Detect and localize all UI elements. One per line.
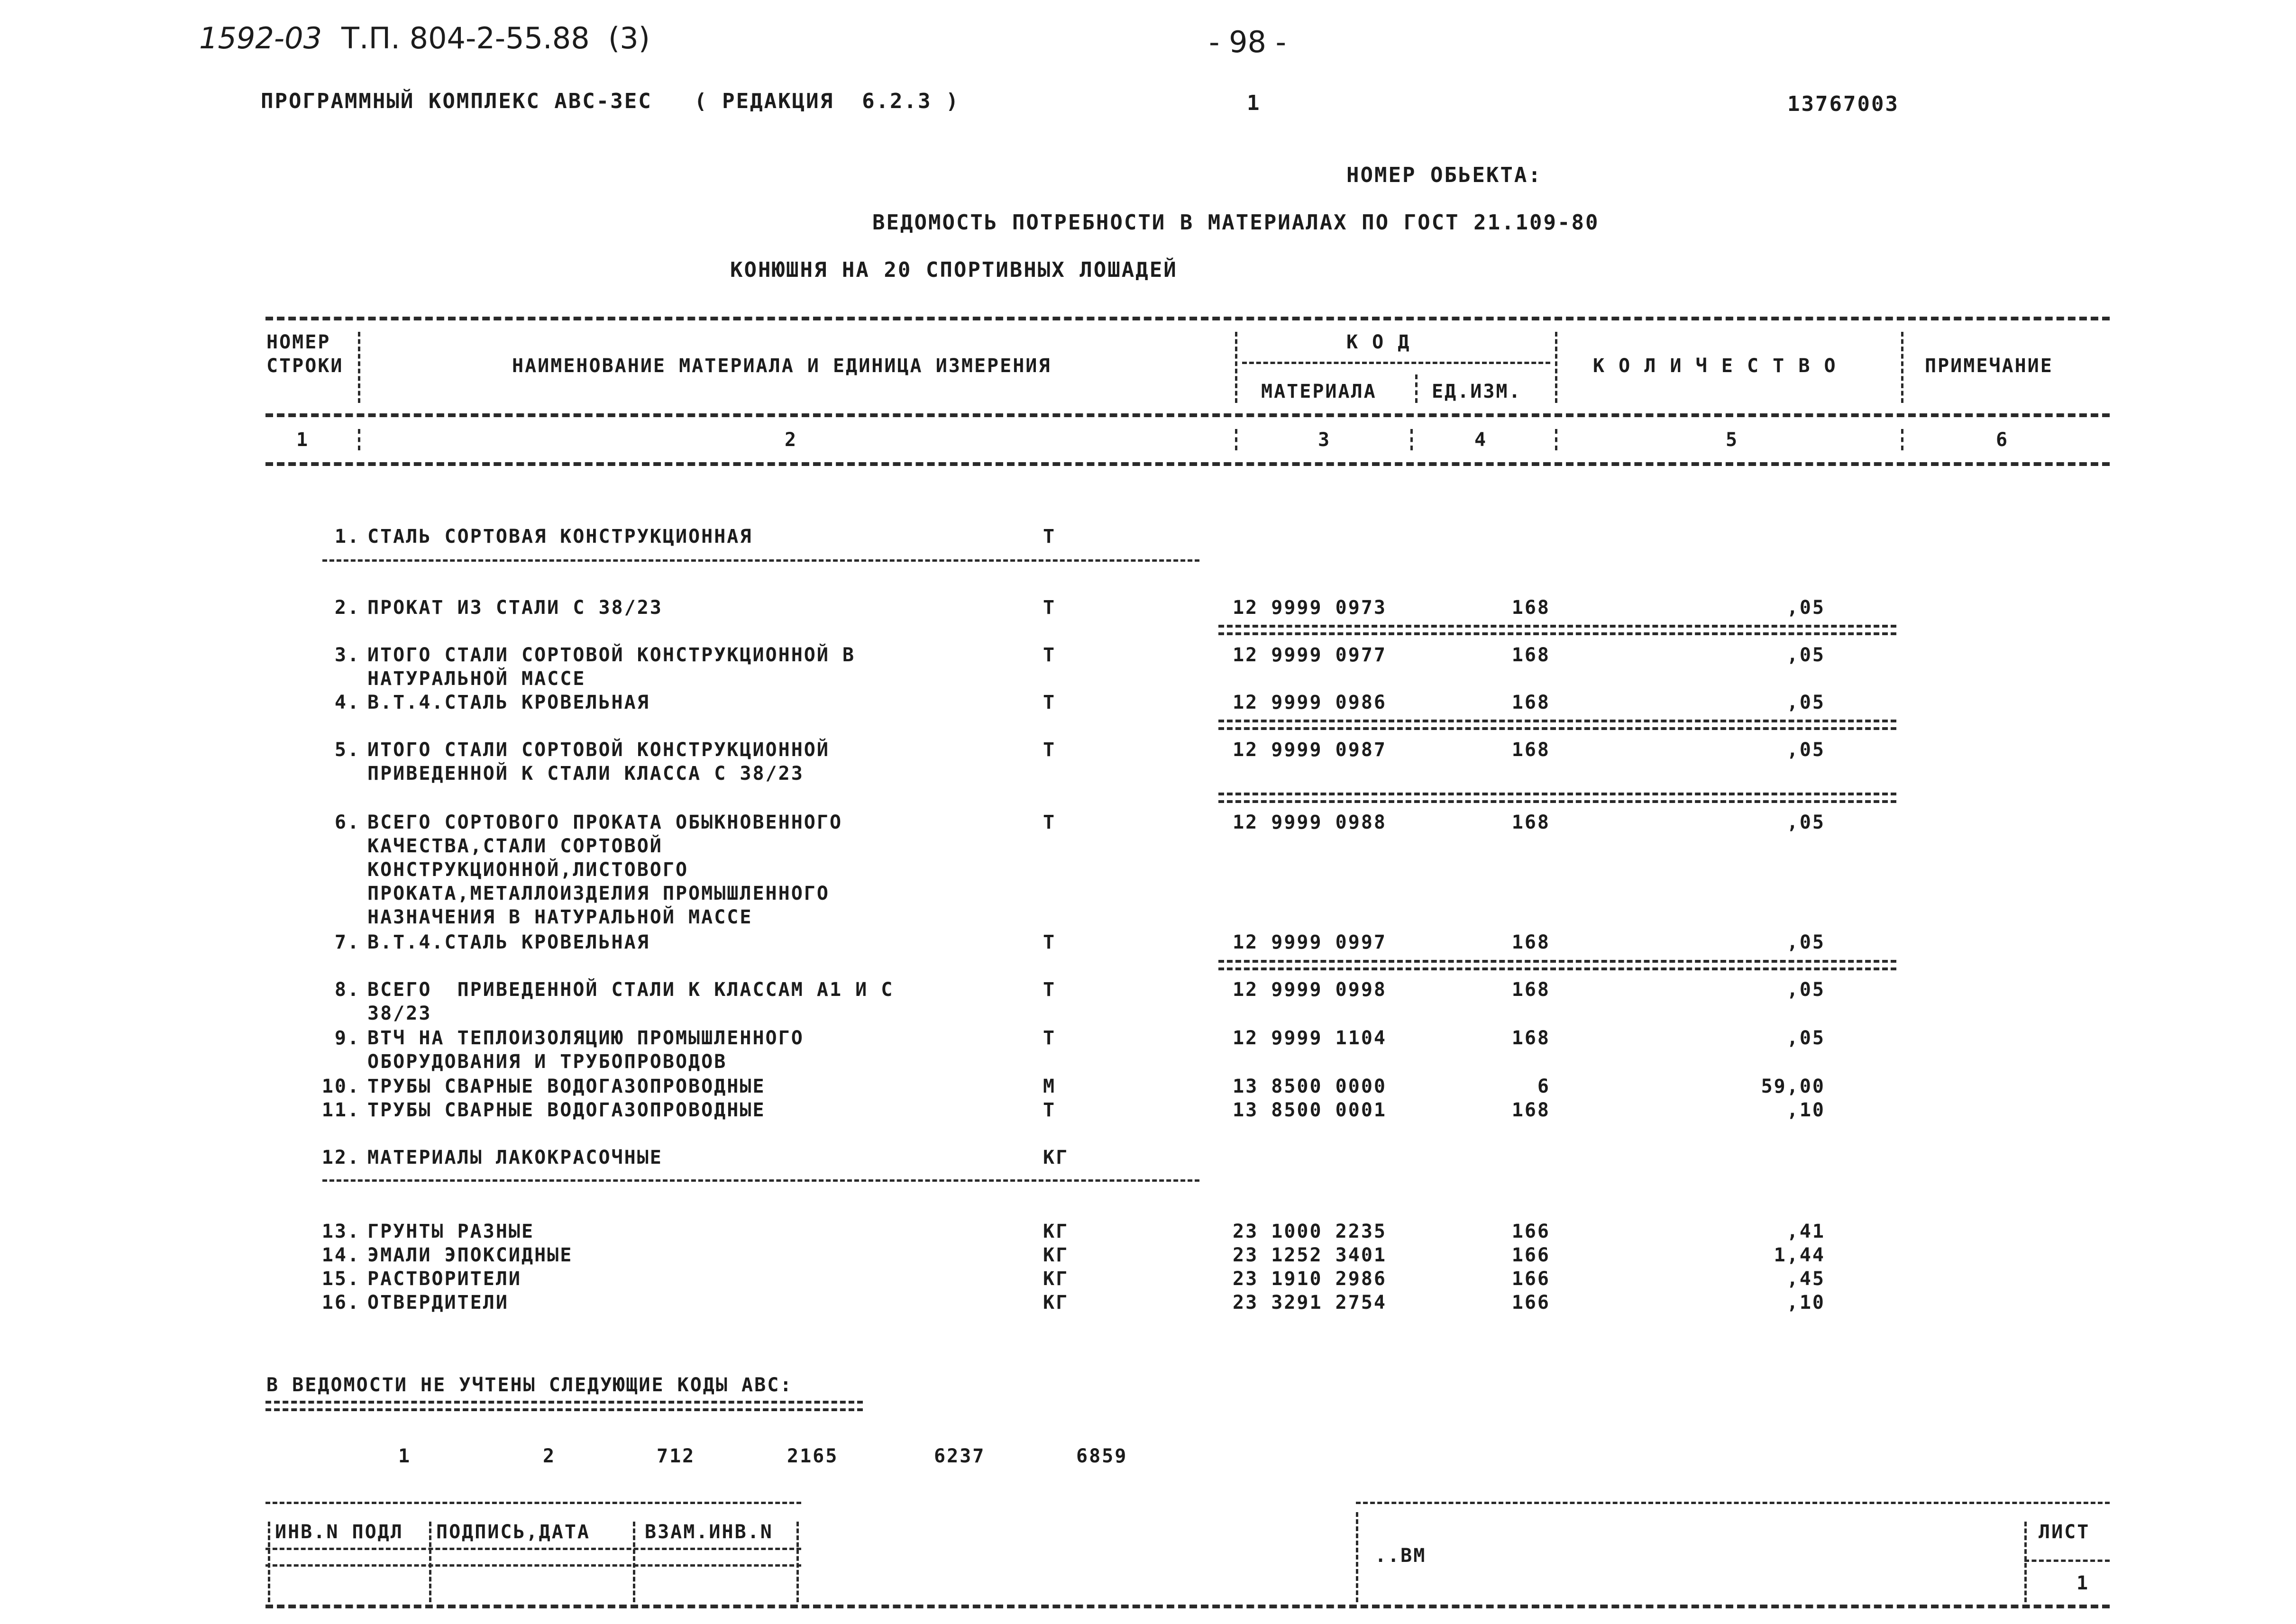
row-number: 16. bbox=[321, 1292, 360, 1314]
unit: Т bbox=[1043, 931, 1056, 953]
sheet-label: ЛИСТ bbox=[2039, 1521, 2090, 1543]
header-sep-4 bbox=[1555, 332, 1557, 403]
header-code-unit: ЕД.ИЗМ. bbox=[1432, 381, 1522, 402]
quantity: 59,00 bbox=[1761, 1076, 1825, 1097]
excluded-codes-rule bbox=[265, 1401, 863, 1411]
material-code: 12 9999 0986 bbox=[1233, 692, 1387, 713]
unit-code: 168 bbox=[1511, 1027, 1550, 1049]
column-number-1: 1 bbox=[296, 429, 310, 451]
column-number-4: 4 bbox=[1474, 429, 1488, 451]
material-name: В.Т.4.СТАЛЬ КРОВЕЛЬНАЯ bbox=[367, 692, 650, 713]
header-bottom-rule bbox=[265, 462, 2110, 466]
quantity: ,45 bbox=[1786, 1268, 1825, 1290]
material-name: ОТВЕРДИТЕЛИ bbox=[367, 1292, 509, 1314]
unit-code: 168 bbox=[1511, 644, 1550, 666]
numbers-sep-4 bbox=[1555, 429, 1557, 450]
material-name-cont: НАЗНАЧЕНИЯ В НАТУРАЛЬНОЙ МАССЕ bbox=[367, 906, 753, 928]
material-name-cont: НАТУРАЛЬНОЙ МАССЕ bbox=[367, 668, 586, 690]
group-rule bbox=[322, 1179, 1199, 1182]
material-name: ИТОГО СТАЛИ СОРТОВОЙ КОНСТРУКЦИОННОЙ В bbox=[367, 644, 856, 666]
material-name: ТРУБЫ СВАРНЫЕ ВОДОГАЗОПРОВОДНЫЕ bbox=[367, 1099, 766, 1121]
unit: КГ bbox=[1043, 1244, 1069, 1266]
row-number: 8. bbox=[334, 979, 360, 1001]
row-number: 6. bbox=[334, 812, 360, 833]
excluded-codes-note: В ВЕДОМОСТИ НЕ УЧТЕНЫ СЛЕДУЮЩИЕ КОДЫ АВС: bbox=[266, 1374, 793, 1396]
quantity: ,10 bbox=[1786, 1292, 1825, 1314]
page-subtitle: КОНЮШНЯ НА 20 СПОРТИВНЫХ ЛОШАДЕЙ bbox=[730, 258, 1178, 282]
header-sep-2 bbox=[1235, 332, 1237, 403]
row-number: 14. bbox=[321, 1244, 360, 1266]
material-name: СТАЛЬ СОРТОВАЯ КОНСТРУКЦИОННАЯ bbox=[367, 526, 753, 547]
header-row-no-1: НОМЕР bbox=[266, 331, 331, 353]
header-mid-rule bbox=[265, 413, 2110, 417]
material-code: 23 1252 3401 bbox=[1233, 1244, 1387, 1266]
numbers-sep-2 bbox=[1235, 429, 1237, 450]
stamp-mid-rule-2 bbox=[265, 1564, 801, 1567]
sheet-rule bbox=[2024, 1560, 2110, 1562]
unit-code: 166 bbox=[1511, 1221, 1550, 1242]
excluded-code: 6859 bbox=[1076, 1445, 1128, 1467]
column-number-2: 2 bbox=[785, 429, 798, 451]
row-number: 12. bbox=[321, 1147, 360, 1168]
material-code: 13 8500 0001 bbox=[1233, 1099, 1387, 1121]
row-number: 11. bbox=[321, 1099, 360, 1121]
stamp-mid-rule bbox=[265, 1548, 801, 1550]
unit: Т bbox=[1043, 1099, 1056, 1121]
group-rule bbox=[322, 559, 1199, 562]
quantity: ,05 bbox=[1786, 597, 1825, 619]
subtotal-rule bbox=[1218, 720, 1896, 730]
numbers-sep-3 bbox=[1410, 429, 1413, 450]
subtotal-rule bbox=[1218, 793, 1896, 803]
header-sep-1 bbox=[358, 332, 360, 403]
quantity: ,41 bbox=[1786, 1221, 1825, 1242]
unit-code: 166 bbox=[1511, 1292, 1550, 1314]
unit: КГ bbox=[1043, 1221, 1069, 1242]
material-name-cont: ПРИВЕДЕННОЙ К СТАЛИ КЛАССА С 38/23 bbox=[367, 763, 804, 785]
subtotal-rule bbox=[1218, 625, 1896, 635]
column-number-6: 6 bbox=[1996, 429, 2009, 451]
unit-code: 6 bbox=[1537, 1076, 1550, 1097]
signature-date-label: ПОДПИСЬ,ДАТА bbox=[436, 1521, 590, 1543]
material-code: 12 9999 0998 bbox=[1233, 979, 1387, 1001]
unit: Т bbox=[1043, 739, 1056, 761]
material-name-cont: ПРОКАТА,МЕТАЛЛОИЗДЕЛИЯ ПРОМЫШЛЕННОГО bbox=[367, 883, 830, 904]
unit: Т bbox=[1043, 526, 1056, 547]
numbers-sep-1 bbox=[358, 429, 360, 450]
material-code: 23 1910 2986 bbox=[1233, 1268, 1387, 1290]
material-name: ГРУНТЫ РАЗНЫЕ bbox=[367, 1221, 535, 1242]
stamp-bottom-rule bbox=[265, 1605, 2110, 1608]
unit: КГ bbox=[1043, 1292, 1069, 1314]
excluded-code: 2165 bbox=[787, 1445, 839, 1467]
numbers-sep-5 bbox=[1901, 429, 1903, 450]
material-code: 23 3291 2754 bbox=[1233, 1292, 1387, 1314]
material-name: ИТОГО СТАЛИ СОРТОВОЙ КОНСТРУКЦИОННОЙ bbox=[367, 739, 830, 761]
unit-code: 166 bbox=[1511, 1268, 1550, 1290]
material-name: ВТЧ НА ТЕПЛОИЗОЛЯЦИЮ ПРОМЫШЛЕННОГО bbox=[367, 1027, 804, 1049]
excluded-code: 6237 bbox=[934, 1445, 986, 1467]
quantity: ,10 bbox=[1786, 1099, 1825, 1121]
row-number: 1. bbox=[334, 526, 360, 547]
stamp-sep bbox=[268, 1522, 270, 1602]
column-number-3: 3 bbox=[1318, 429, 1331, 451]
sheet-number: 1 bbox=[1247, 91, 1261, 115]
quantity: ,05 bbox=[1786, 979, 1825, 1001]
header-code-material: МАТЕРИАЛА bbox=[1261, 381, 1377, 402]
material-name-cont: ОБОРУДОВАНИЯ И ТРУБОПРОВОДОВ bbox=[367, 1051, 727, 1073]
material-name-cont: КОНСТРУКЦИОННОЙ,ЛИСТОВОГО bbox=[367, 859, 689, 881]
inventory-label: ИНВ.N ПОДЛ bbox=[275, 1521, 403, 1543]
row-number: 7. bbox=[334, 931, 360, 953]
header-note: ПРИМЕЧАНИЕ bbox=[1925, 355, 2053, 377]
sheet-value: 1 bbox=[2076, 1572, 2090, 1594]
unit-code: 168 bbox=[1511, 597, 1550, 619]
row-number: 3. bbox=[334, 644, 360, 666]
material-name: МАТЕРИАЛЫ ЛАКОКРАСОЧНЫЕ bbox=[367, 1147, 663, 1168]
program-label: ПРОГРАММНЫЙ КОМПЛЕКС АВС-3ЕС ( РЕДАКЦИЯ 6.2.3 ) bbox=[261, 89, 960, 113]
unit-code: 168 bbox=[1511, 812, 1550, 833]
header-name: НАИМЕНОВАНИЕ МАТЕРИАЛА И ЕДИНИЦА ИЗМЕРЕНИЯ bbox=[512, 355, 1052, 377]
unit-code: 168 bbox=[1511, 739, 1550, 761]
quantity: ,05 bbox=[1786, 812, 1825, 833]
row-number: 4. bbox=[334, 692, 360, 713]
material-name: ЭМАЛИ ЭПОКСИДНЫЕ bbox=[367, 1244, 573, 1266]
handwritten-stamp: 1592-03 bbox=[199, 21, 322, 55]
row-number: 13. bbox=[321, 1221, 360, 1242]
quantity: ,05 bbox=[1786, 931, 1825, 953]
unit: Т bbox=[1043, 692, 1056, 713]
header-sep-5 bbox=[1901, 332, 1903, 403]
material-name: РАСТВОРИТЕЛИ bbox=[367, 1268, 521, 1290]
unit: Т bbox=[1043, 1027, 1056, 1049]
material-name: ТРУБЫ СВАРНЫЕ ВОДОГАЗОПРОВОДНЫЕ bbox=[367, 1076, 766, 1097]
material-code: 12 9999 0977 bbox=[1233, 644, 1387, 666]
header-row-no-2: СТРОКИ bbox=[266, 355, 344, 377]
material-code: 12 9999 1104 bbox=[1233, 1027, 1387, 1049]
row-number: 2. bbox=[334, 597, 360, 619]
row-number: 9. bbox=[334, 1027, 360, 1049]
material-name: ВСЕГО СОРТОВОГО ПРОКАТА ОБЫКНОВЕННОГО bbox=[367, 812, 843, 833]
unit: КГ bbox=[1043, 1147, 1069, 1168]
row-number: 15. bbox=[321, 1268, 360, 1290]
quantity: ,05 bbox=[1786, 739, 1825, 761]
material-code: 12 9999 0988 bbox=[1233, 812, 1387, 833]
excluded-code: 1 bbox=[398, 1445, 412, 1467]
document-code: 13767003 bbox=[1787, 92, 1899, 116]
replacement-inventory-label: ВЗАМ.ИНВ.N bbox=[645, 1521, 773, 1543]
header-code-rule bbox=[1242, 362, 1550, 364]
material-code: 12 9999 0973 bbox=[1233, 597, 1387, 619]
stamp-top-rule-left bbox=[265, 1502, 801, 1504]
stamp-sep bbox=[633, 1522, 635, 1602]
quantity: 1,44 bbox=[1774, 1244, 1825, 1266]
material-name: В.Т.4.СТАЛЬ КРОВЕЛЬНАЯ bbox=[367, 931, 650, 953]
unit-code: 168 bbox=[1511, 692, 1550, 713]
unit: Т bbox=[1043, 644, 1056, 666]
object-number-label: НОМЕР ОБЬЕКТА: bbox=[1346, 163, 1542, 187]
excluded-code: 712 bbox=[657, 1445, 695, 1467]
material-code: 23 1000 2235 bbox=[1233, 1221, 1387, 1242]
unit-code: 168 bbox=[1511, 979, 1550, 1001]
header-quantity: К О Л И Ч Е С Т В О bbox=[1593, 355, 1837, 377]
row-number: 5. bbox=[334, 739, 360, 761]
stamp-sep bbox=[796, 1522, 799, 1602]
header-code: К О Д bbox=[1346, 331, 1411, 353]
stamp-top-rule-right bbox=[1356, 1502, 2110, 1504]
unit-code: 168 bbox=[1511, 1099, 1550, 1121]
excluded-code: 2 bbox=[543, 1445, 556, 1467]
material-name: ВСЕГО ПРИВЕДЕННОЙ СТАЛИ К КЛАССАМ А1 И С bbox=[367, 979, 894, 1001]
quantity: ,05 bbox=[1786, 692, 1825, 713]
page-number: - 98 - bbox=[1209, 25, 1287, 59]
quantity: ,05 bbox=[1786, 644, 1825, 666]
material-code: 12 9999 0997 bbox=[1233, 931, 1387, 953]
unit: Т bbox=[1043, 597, 1056, 619]
page-title: ВЕДОМОСТЬ ПОТРЕБНОСТИ В МАТЕРИАЛАХ ПО ГОСТ 21.109-80 bbox=[872, 210, 1600, 235]
material-name: ПРОКАТ ИЗ СТАЛИ С 38/23 bbox=[367, 597, 663, 619]
material-code: 12 9999 0987 bbox=[1233, 739, 1387, 761]
project-stamp: Т.П. 804-2-55.88 (3) bbox=[341, 21, 650, 55]
unit-code: 168 bbox=[1511, 931, 1550, 953]
unit: Т bbox=[1043, 812, 1056, 833]
row-number: 10. bbox=[321, 1076, 360, 1097]
column-number-5: 5 bbox=[1726, 429, 1739, 451]
stamp-sep bbox=[429, 1522, 431, 1602]
unit: М bbox=[1043, 1076, 1056, 1097]
unit: Т bbox=[1043, 979, 1056, 1001]
stamp-sep bbox=[1356, 1512, 1358, 1602]
material-name-cont: КАЧЕСТВА,СТАЛИ СОРТОВОЙ bbox=[367, 835, 663, 857]
header-sep-3 bbox=[1415, 374, 1418, 403]
quantity: ,05 bbox=[1786, 1027, 1825, 1049]
table-top-rule bbox=[265, 317, 2110, 320]
subtotal-rule bbox=[1218, 960, 1896, 970]
unit: КГ bbox=[1043, 1268, 1069, 1290]
stamp-center-text: ..ВМ bbox=[1375, 1545, 1427, 1567]
stamp-sep bbox=[2024, 1522, 2027, 1602]
unit-code: 166 bbox=[1511, 1244, 1550, 1266]
material-name-cont: 38/23 bbox=[367, 1003, 432, 1024]
material-code: 13 8500 0000 bbox=[1233, 1076, 1387, 1097]
